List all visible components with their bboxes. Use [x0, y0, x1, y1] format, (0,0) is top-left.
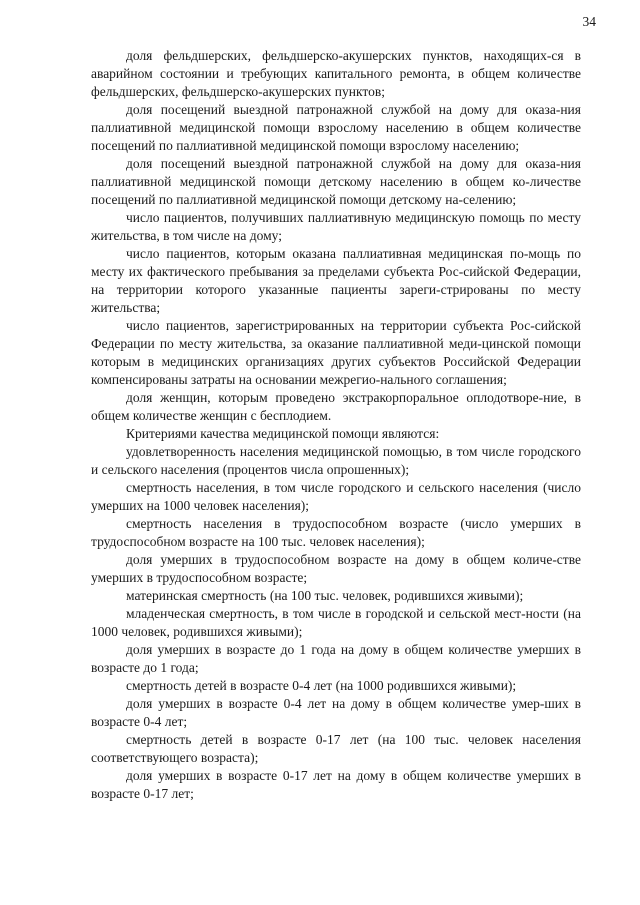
paragraph: доля умерших в трудоспособном возрасте на дому в общем количе-стве умерших в трудоспособном возрасте;	[91, 552, 581, 585]
paragraph: число пациентов, зарегистрированных на территории субъекта Рос-сийской Федерации по месту жительства, за оказание паллиативной меди-цинской помощи которым в медицинских организациях других субъектов Российской Федерации компенсированы затраты на основании межрегио-нального соглашения;	[91, 318, 581, 387]
paragraph: смертность населения, в том числе городского и сельского населения (число умерших на 1000 человек населения);	[91, 480, 581, 513]
paragraph: доля умерших в возрасте 0-17 лет на дому в общем количестве умерших в возрасте 0-17 лет;	[91, 768, 581, 801]
paragraph: число пациентов, которым оказана паллиативная медицинская по-мощь по месту их фактического пребывания за пределами субъекта Рос-сийской Федерации, на территории которого указанные пациенты зареги-стрированы по месту жительства;	[91, 246, 581, 315]
paragraph: материнская смертность (на 100 тыс. человек, родившихся живыми);	[126, 588, 524, 603]
paragraph: доля посещений выездной патронажной службой на дому для оказа-ния паллиативной медицинской помощи детскому населению в общем ко-личестве посещений по паллиативной медицинской помощи детскому на-селению;	[91, 156, 581, 207]
section-intro: Критериями качества медицинской помощи являются:	[126, 426, 440, 441]
paragraph: доля фельдшерских, фельдшерско-акушерских пунктов, находящих-ся в аварийном состоянии и требующих капитального ремонта, в общем количестве фельдшерских, фельдшерско-акушерских пунктов;	[91, 48, 581, 99]
paragraph: смертность населения в трудоспособном возрасте (число умерших в трудоспособном возрасте на 100 тыс. человек населения);	[91, 516, 581, 549]
paragraph: смертность детей в возрасте 0-4 лет (на 1000 родившихся живыми);	[126, 678, 517, 693]
paragraph: доля умерших в возрасте 0-4 лет на дому в общем количестве умер-ших в возрасте 0-4 лет;	[91, 696, 581, 729]
paragraph: доля посещений выездной патронажной службой на дому для оказа-ния паллиативной медицинской помощи взрослому населению в общем количестве посещений по паллиативной медицинской помощи взрослому населению;	[91, 102, 581, 153]
paragraph: доля женщин, которым проведено экстракорпоральное оплодотворе-ние, в общем количестве женщин с бесплодием.	[91, 390, 581, 423]
page-number: 34	[582, 14, 596, 29]
paragraph: удовлетворенность населения медицинской помощью, в том числе городского и сельского населения (процентов числа опрошенных);	[91, 444, 581, 477]
paragraph: смертность детей в возрасте 0-17 лет (на 100 тыс. человек населения соответствующего возраста);	[91, 732, 581, 765]
document-body	[91, 47, 581, 803]
paragraph: число пациентов, получивших паллиативную медицинскую помощь по месту жительства, в том числе на дому;	[91, 210, 581, 243]
paragraph: младенческая смертность, в том числе в городской и сельской мест-ности (на 1000 человек, родившихся живыми);	[91, 606, 581, 639]
paragraph: доля умерших в возрасте до 1 года на дому в общем количестве умерших в возрасте до 1 года;	[91, 642, 581, 675]
